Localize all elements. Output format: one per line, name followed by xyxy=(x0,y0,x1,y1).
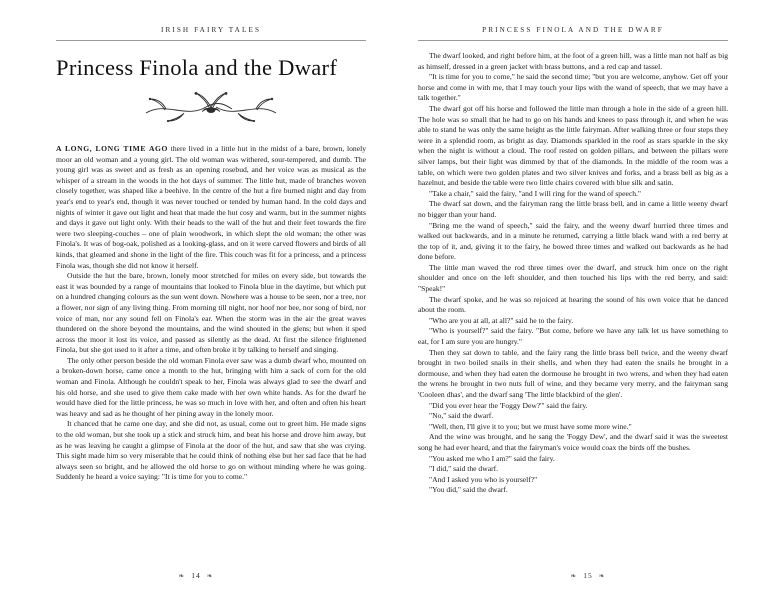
left-page-content xyxy=(56,55,366,483)
paragraph: "Who is yourself?" said the fairy. "But come, before we have any talk let us have something to eat, for I am sure you are hungry." xyxy=(418,326,728,347)
paragraph: The dwarf got off his horse and followed the little man through a hole in the side of a green hill. The hole was so small that he had to go on his hands and knees to pass through it, and when he was able to stand he was only the same height as the little fairyman. After walking three or four steps they were in a splendid room, as bright as day. Diamonds sparkled in the roof as stars sparkle in the sky when the night is without a cloud. The roof rested on golden pillars, and between the pillars were silver lamps, but their light was dimmed by that of the diamonds. In the middle of the room was a table, on which were two golden plates and two silver knives and forks, and a brass bell as big as a hazelnut, and beside the table were two little chairs covered with blue silk and satin. xyxy=(418,103,728,188)
paragraph: The only other person beside the old woman Finola ever saw was a dumb dwarf who, mounted on a broken-down horse, came once a month to the hut, bringing with him a sack of corn for the old woman and Finola. Although he couldn't speak to her, Finola was always glad to see the dwarf and his old horse, and she used to give them cake made with her own white hands. As for the dwarf he would have died for the little princess, he was so much in love with her, and often and often his heart was heavy and sad as he thought of her pining away in the lonely moor. xyxy=(56,355,366,418)
right-header-rule xyxy=(418,40,728,41)
folio-ornament-right: ❧ xyxy=(598,571,606,580)
paragraph: Outside the hut the bare, brown, lonely moor stretched for miles on every side, but towards the east it was bounded by a range of mountains that looked to Finola blue in the daytime, but which put on a hundred changing colours as the sun went down. Nowhere was a house to be seen, nor a tree, nor a flower, nor sign of any living thing. From morning till night, nor hoof nor bee, nor song of bird, nor voice of man, nor any sound fell on Finola's ear. When the storm was in the air the great waves thundered on the shore beyond the mountains, and the wind shouted in the glens; but when it sped across the moor it lost its voice, and passed as silently as the dead. At first the silence frightened Finola, but she got used to it after a time, and often broke it by talking to herself and singing. xyxy=(56,271,366,355)
page-title: Princess Finola and the Dwarf xyxy=(56,55,338,80)
paragraph: "Bring me the wand of speech," said the fairy, and the weeny dwarf hurried three times and walked out backwards, and in a minute he returned, carrying a little black wand with a red berry at the top of it, and, giving it to the fairy, he bowed three times and walked out backwards as he had done before. xyxy=(418,220,728,262)
paragraph: The dwarf spoke, and he was so rejoiced at hearing the sound of his own voice that he danced about the room. xyxy=(418,294,728,315)
right-page-content xyxy=(418,51,728,496)
paragraph: "You did," said the dwarf. xyxy=(429,485,508,495)
paragraph: "I did," said the dwarf. xyxy=(429,464,499,474)
paragraph: It chanced that he came one day, and she did not, as usual, come out to greet him. He made signs to the old woman, but she took up a stick and struck him, and beat his horse and drove him away, but as he was leaving he caught a glimpse of Finola at the door of the hut, and saw that she was crying. This sight made him so very miserable that he could think of nothing else but her sad face that he had always seen so bright, and he allowed the old horse to go on without minding where he was going. Suddenly he heard a voice saying: "It is time for you to come." xyxy=(56,419,366,482)
paragraph: "Take a chair," said the fairy, "and I will ring for the wand of speech." xyxy=(429,188,642,198)
folio-ornament-left: ❧ xyxy=(570,571,578,580)
paragraph: The dwarf looked, and right before him, at the foot of a green hill, was a little man not half as big as himself, dressed in a green jacket with brass buttons, and a red cap and tassel. xyxy=(418,51,728,71)
folio-ornament-right: ❧ xyxy=(206,571,214,580)
opening-words: A LONG, LONG TIME AGO xyxy=(56,144,169,153)
paragraph: The little man waved the rod three times over the dwarf, and struck him once on the right shoulder and once on the left shoulder, and then touched his lips with the red berry, and said: "Speak!" xyxy=(418,262,728,294)
paragraph-text: there lived in a little hut in the midst of a bare, brown, lonely moor an old woman and a young girl. The old woman was withered, sour-tempered, and dumb. The young girl was as sweet and as fresh as an opening rosebud, and her voice was as musical as the whisper of a stream in the woods in the hot days of summer. The little hut, made of branches woven closely together, was shaped like a beehive. In the centre of the hut a fire burned night and day from year's end to year's end, though it was never touched or tended by human hand. In the cold days and nights of winter it gave out light and heat that made the hut cosy and warm, but in the summer nights and days it gave out light only. With their heads to the wall of the hut and their feet towards the fire were two sleeping-couches – one of plain woodwork, in which slept the old woman; the other was Finola's. It was of bog-oak, polished as a looking-glass, and on it were carved flowers and birds of all kinds, that gleamed and shone in the light of the fire. This couch was fit for a princess, and a princess Finola was, though she did not know it herself. xyxy=(56,144,366,270)
folio-ornament-left: ❧ xyxy=(178,571,186,580)
left-folio xyxy=(0,570,392,580)
left-running-head: IRISH FAIRY TALES xyxy=(160,26,262,34)
paragraph: "No," said the dwarf. xyxy=(429,411,494,421)
paragraph: "Did you ever hear the 'Foggy Dew?'" said the fairy. xyxy=(429,400,588,410)
paragraph: And the wine was brought, and he sang the 'Foggy Dew', and the dwarf said it was the sweetest song he had ever heard, and that the fairyman's voice would coax the birds off the bushes. xyxy=(418,432,728,452)
right-running-head: PRINCESS FINOLA AND THE DWARF xyxy=(482,26,664,34)
paragraph: "Well, then, I'll give it to you; but we must have some more wine." xyxy=(429,421,632,431)
floral-leaf-ornament xyxy=(56,91,366,130)
paragraph: "You asked me who I am?" said the fairy. xyxy=(429,453,555,463)
paragraph: "It is time for you to come," he said the second time; "but you are welcome, anyhow. Get off your horse and come in with me, that I may touch your lips with the wand of speech, that we may have a talk together." xyxy=(418,72,728,103)
paragraph: "And I asked you who is yourself?" xyxy=(429,474,538,484)
paragraph: The dwarf sat down, and the fairyman rang the little brass bell, and in came a little weeny dwarf no bigger than your hand. xyxy=(418,199,728,219)
right-folio xyxy=(392,570,784,580)
paragraph: Then they sat down to table, and the fairy rang the little brass bell twice, and the weeny dwarf brought in two boiled snails in their shells, and when they had eaten the snails he brought in a dormouse, and when they had eaten the dormouse he brought in two wrens, and when they had eaten the wrens he brought in two nuts full of wine, and they became very merry, and the fairyman sang 'Cooleen dhas', and the dwarf sang 'The little blackbird of the glen'. xyxy=(418,347,728,399)
page-number: 15 xyxy=(583,571,593,580)
opening-paragraph xyxy=(56,144,366,271)
left-header-rule xyxy=(56,40,366,41)
paragraph: "Who are you at all, at all?" said he to the fairy. xyxy=(429,315,574,325)
right-page xyxy=(392,0,784,600)
page-number: 14 xyxy=(191,571,201,580)
